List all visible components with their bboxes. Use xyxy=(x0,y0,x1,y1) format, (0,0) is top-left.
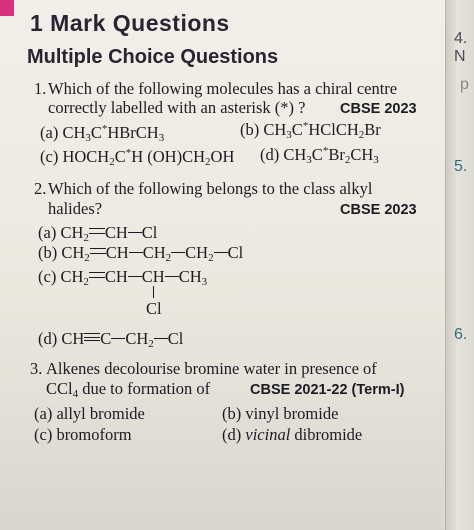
q3-exam-tag: CBSE 2021-22 (Term-I) xyxy=(250,382,405,398)
subsection-heading: Multiple Choice Questions xyxy=(27,46,279,68)
q2-option-c: (c) $CH_2$ CH CH $CH_3$ xyxy=(38,267,208,288)
margin-q4-label: 4. N xyxy=(454,30,468,65)
q2-option-d: (d) CH C $CH_2$ Cl xyxy=(38,329,184,350)
q3-option-d: (d) vicinal dibromide xyxy=(222,425,363,444)
q2-number: 2. xyxy=(34,179,47,198)
section-heading: 1 Mark Questions xyxy=(30,10,230,36)
q2-option-b: (b) $CH_2$ CH $CH_2$ $CH_2$ Cl xyxy=(38,243,244,264)
q2-exam-tag: CBSE 2023 xyxy=(340,202,417,218)
q3-text-line1: Alkenes decolourise bromine water in presence of xyxy=(46,359,377,378)
margin-q5-label: 5. xyxy=(454,158,468,175)
q1-text-line2: correctly labelled with an asterisk (*) ? xyxy=(48,98,306,117)
q3-option-c: (c) bromoform xyxy=(34,425,132,444)
q2-text-line2: halides? xyxy=(48,199,103,218)
q1-option-c: (c) $HOCH_2C^*H$ $(OH)CH_2OH$ xyxy=(40,147,235,168)
margin-p-label: p xyxy=(460,76,469,93)
margin-q6-label: 6. xyxy=(454,326,468,343)
q1-number: 1. xyxy=(34,79,47,98)
q1-option-a: (a) $CH_3C^*HBrCH_3$ xyxy=(40,123,165,144)
q1-exam-tag: CBSE 2023 xyxy=(340,101,417,117)
q2-c-branch-bond xyxy=(153,286,154,298)
q3-option-b: (b) vinyl bromide xyxy=(222,404,339,423)
q3-option-a: (a) allyl bromide xyxy=(34,404,145,423)
adjacent-page-edge xyxy=(445,0,474,530)
q2-option-a: (a) $CH_2$ CH Cl xyxy=(38,223,158,244)
q2-c-branch-cl: Cl xyxy=(146,299,162,318)
q1-option-b: (b) $CH_3C^*HClCH_2Br$ xyxy=(240,120,381,141)
q3-number: 3. xyxy=(30,359,43,378)
q1-option-d: (d) $CH_3C^*Br_2CH_3$ xyxy=(260,145,379,166)
chapter-tab-marker xyxy=(0,0,14,16)
q1-text-line1: Which of the following molecules has a chiral centre xyxy=(48,79,398,98)
q2-text-line1: Which of the following belongs to the class alkyl xyxy=(48,179,373,198)
q3-text-line2: CCl$_4$ due to formation of xyxy=(46,379,211,400)
